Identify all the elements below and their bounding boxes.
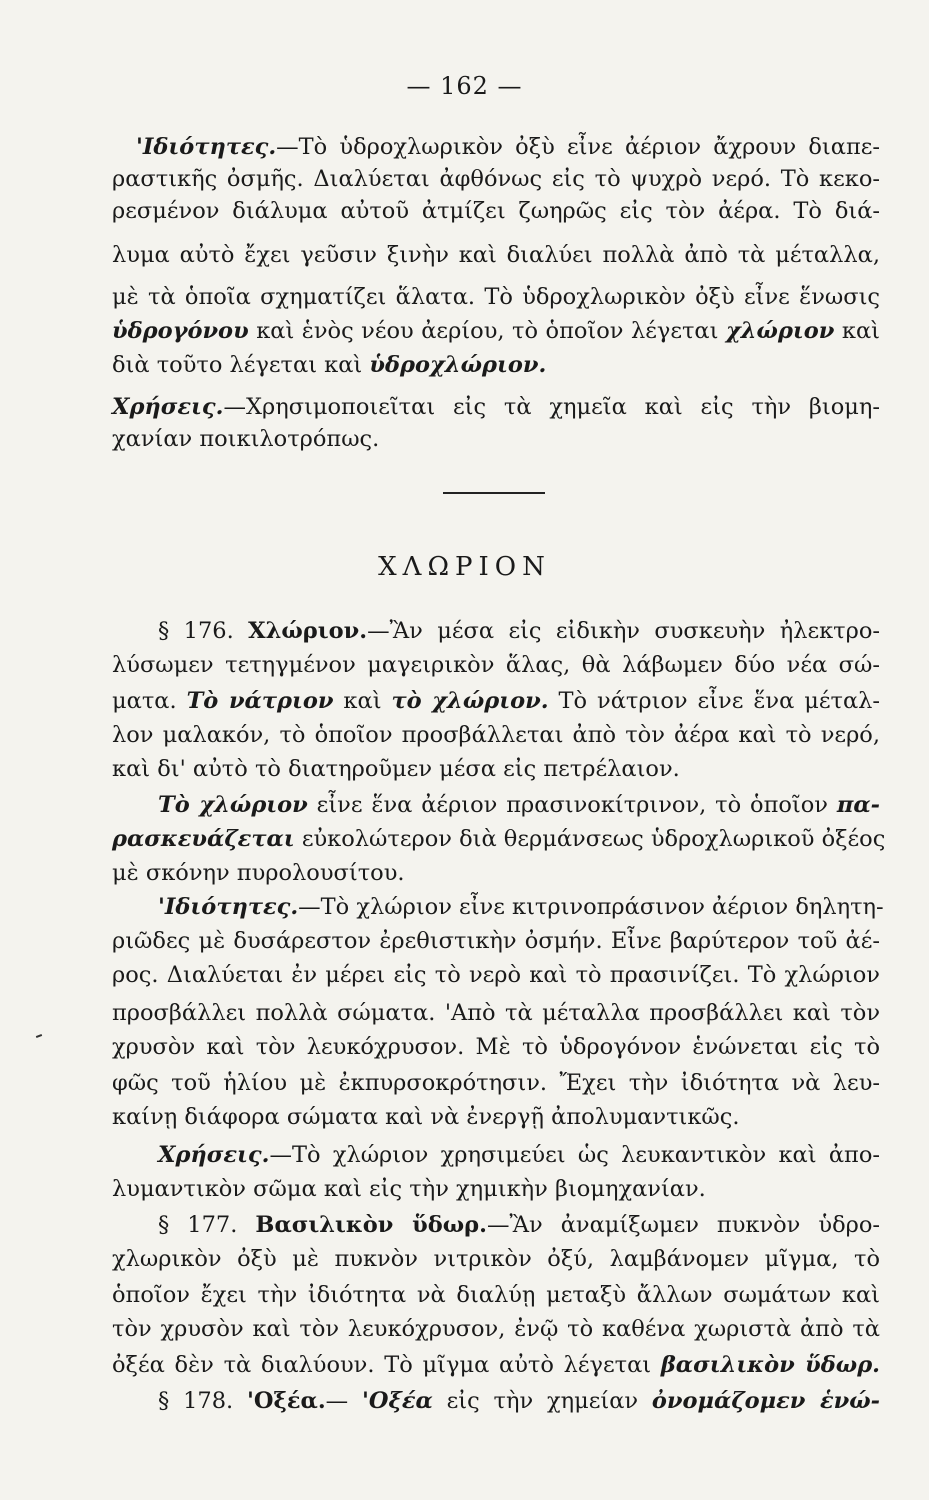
text-span: —Τὸ χλώριον εἶνε κιτρινοπράσινον ἀέριον δηλητη- (298, 894, 884, 920)
text-line: λυμαντικὸν σῶμα καὶ εἰς τὴν χημικὴν βιομηχανίαν. (112, 1176, 706, 1202)
text-line: λον μαλακόν, τὸ ὁποῖον προσβάλλεται ἀπὸ τὸν ἀέρα καὶ τὸ νερό, (112, 722, 880, 748)
term-hydrogen-chloride: ὑδροχλώριον. (369, 352, 547, 378)
term-aqua-regia-heading: Βασιλικὸν ὕδωρ. (255, 1212, 487, 1238)
text-line (158, 790, 880, 820)
text-span: εἶνε ἕνα ἀέριον πρασινοκίτρινον, τὸ ὁποῖον (307, 792, 837, 818)
text-span: ματα. (112, 688, 187, 714)
text-span: —Τὸ ὑδροχλωρικὸν ὀξὺ εἶνε ἀέριον ἄχρουν διαπε- (276, 134, 880, 160)
text-line (112, 824, 886, 854)
text-span: διὰ τοῦτο λέγεται καὶ (112, 352, 370, 378)
text-span: εἰς τὴν χημείαν (432, 1388, 652, 1414)
text-line: χλωρικὸν ὀξὺ μὲ πυκνὸν νιτρικὸν ὀξύ, λαμβάνομεν μῖγμα, τὸ (112, 1246, 880, 1272)
text-line: μὲ τὰ ὁποῖα σχηματίζει ἅλατα. Τὸ ὑδροχλωρικὸν ὀξὺ εἶνε ἕνωσις (112, 284, 880, 310)
text-line: προσβάλλει πολλὰ σώματα. 'Απὸ τὰ μέταλλα προσβάλλει καὶ τὸν (112, 1000, 880, 1026)
text-line (112, 1350, 880, 1380)
text-line: λύσωμεν τετηγμένον μαγειρικὸν ἅλας, θὰ λάβωμεν δύο νέα σώ- (112, 652, 880, 678)
term-prepared: ρασκευάζεται (112, 826, 295, 852)
section-divider (443, 492, 545, 494)
text-span: —Ἂν μέσα εἰς εἰδικὴν συσκευὴν ἠλεκτρο- (367, 618, 881, 644)
text-line (112, 350, 880, 380)
text-line (112, 686, 880, 716)
text-line (112, 392, 880, 422)
text-line: λυμα αὐτὸ ἔχει γεῦσιν ξινὴν καὶ διαλύει πολλὰ ἀπὸ τὰ μέταλλα, (112, 242, 880, 268)
text-line: χρυσὸν καὶ τὸν λευκόχρυσον. Μὲ τὸ ὑδρογόνον ἑνώνεται εἰς τὸ (112, 1034, 880, 1060)
term-chlorine: χλώριον (725, 318, 835, 344)
text-span: — (325, 1388, 362, 1414)
term-chlorine: τὸ χλώριον. (391, 688, 549, 714)
text-span: καὶ (834, 318, 881, 344)
term-acids: 'Οξέα (362, 1388, 433, 1414)
text-line: τὸν χρυσὸν καὶ τὸν λευκόχρυσον, ἐνῷ τὸ καθένα χωριστὰ ἀπὸ τὰ (112, 1316, 880, 1342)
text-line: ὁποῖον ἔχει τὴν ἰδιότητα νὰ διαλύῃ μεταξὺ ἄλλων σωμάτων καὶ (112, 1282, 880, 1308)
text-line (158, 1210, 880, 1240)
text-line (112, 316, 880, 346)
text-span: —Ἂν ἀναμίξωμεν πυκνὸν ὑδρο- (486, 1212, 880, 1238)
text-span: καὶ ἑνὸς νέου ἀερίου, τὸ ὁποῖον λέγεται (248, 318, 726, 344)
text-span: —Χρησιμοποιεῖται εἰς τὰ χημεῖα καὶ εἰς τὴν βιομη- (223, 394, 880, 420)
section-number: § 177. (158, 1212, 256, 1238)
term-prepared: πα- (836, 792, 880, 818)
text-line: χανίαν ποικιλοτρόπως. (112, 426, 380, 452)
term-chlorine-heading: Χλώριον. (248, 618, 368, 644)
text-span: καὶ (333, 688, 392, 714)
term-sodium: Τὸ νάτριον (186, 688, 334, 714)
text-span: —Τὸ χλώριον χρησιμεύει ὡς λευκαντικὸν καὶ ἀπο- (269, 1142, 880, 1168)
term-call-compounds: ὀνομάζομεν ἑνώ- (651, 1388, 880, 1414)
text-span: Τὸ νάτριον εἶνε ἕνα μέταλ- (548, 688, 881, 714)
text-line: ραστικῆς ὀσμῆς. Διαλύεται ἀφθόνως εἰς τὸ ψυχρὸ νερό. Τὸ κεκο- (112, 166, 880, 192)
text-line (158, 892, 884, 922)
section-number: § 178. (158, 1388, 248, 1414)
text-span: ὀξέα δὲν τὰ διαλύουν. Τὸ μῖγμα αὐτὸ λέγεται (112, 1352, 661, 1378)
section-number: § 176. (158, 618, 249, 644)
text-line: φῶς τοῦ ἡλίου μὲ ἐκπυρσοκρότησιν. Ἔχει τὴν ἰδιότητα νὰ λευ- (112, 1070, 880, 1096)
subheading-properties: 'Ιδιότητες. (158, 894, 299, 920)
subheading-uses: Χρήσεις. (158, 1142, 270, 1168)
text-line: ριῶδες μὲ δυσάρεστον ἐρεθιστικὴν ὀσμήν. Εἶνε βαρύτερον τοῦ ἀέ- (112, 928, 880, 954)
text-line (136, 132, 880, 162)
term-hydrogen: ὑδρογόνου (112, 318, 249, 344)
term-aqua-regia: βασιλικὸν ὕδωρ. (660, 1352, 880, 1378)
text-line (158, 1140, 880, 1170)
subheading-uses: Χρήσεις. (112, 394, 224, 420)
term-chlorine: Τὸ χλώριον (158, 792, 308, 818)
text-line: καίνῃ διάφορα σώματα καὶ νὰ ἐνεργῇ ἀπολυμαντικῶς. (112, 1104, 740, 1130)
text-line: ρος. Διαλύεται ἐν μέρει εἰς τὸ νερὸ καὶ τὸ πρασινίζει. Τὸ χλώριον (112, 962, 880, 988)
text-line (158, 1386, 880, 1416)
text-span: εὐκολώτερον διὰ θερμάνσεως ὑδροχλωρικοῦ ὀξέος (294, 826, 886, 852)
text-line (158, 616, 880, 646)
ink-speck (36, 1034, 42, 1038)
text-line: ρεσμένον διάλυμα αὐτοῦ ἀτμίζει ζωηρῶς εἰς τὸν ἀέρα. Τὸ διά- (112, 198, 880, 224)
subheading-properties: 'Ιδιότητες. (136, 134, 277, 160)
page-number: — 162 — (406, 72, 523, 100)
section-heading: ΧΛΩΡΙΟΝ (378, 552, 551, 582)
term-acids-heading: 'Οξέα. (247, 1388, 326, 1414)
text-line: μὲ σκόνην πυρολουσίτου. (112, 860, 405, 886)
text-line: καὶ δι' αὐτὸ τὸ διατηροῦμεν μέσα εἰς πετρέλαιον. (112, 756, 680, 782)
